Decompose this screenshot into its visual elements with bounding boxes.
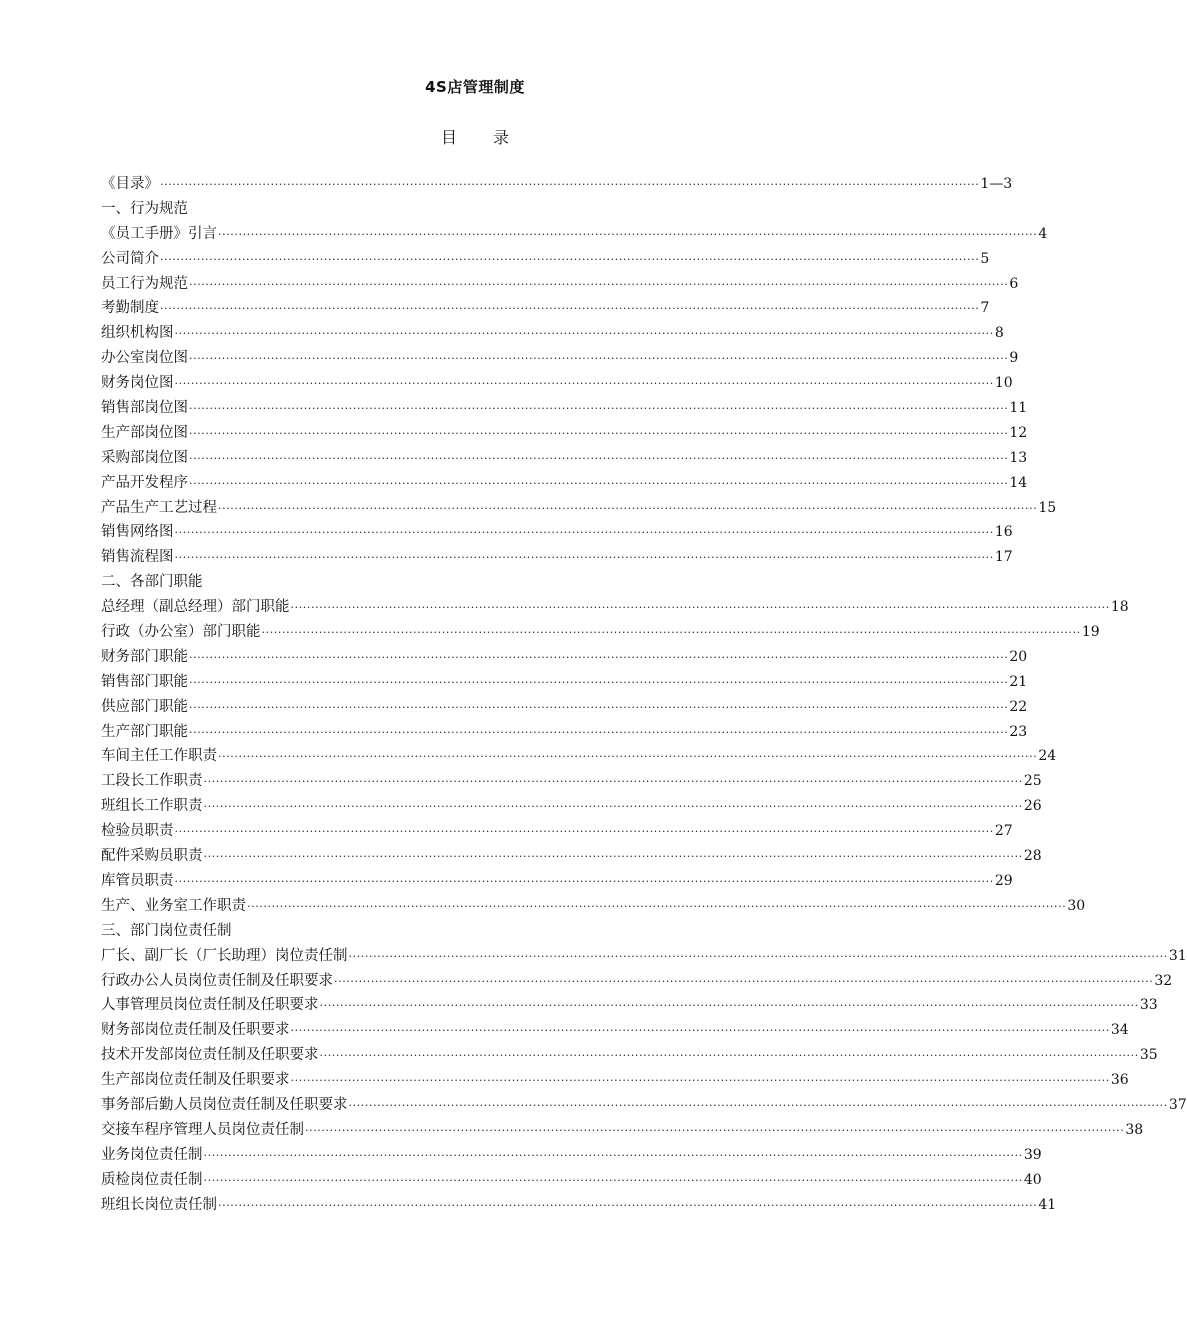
toc-page-number: 29 (994, 872, 1013, 889)
toc-entry[interactable] (101, 296, 990, 321)
toc-entry[interactable] (101, 222, 1048, 247)
toc-dot-leader: ········································································································································································································ (348, 949, 1168, 963)
toc-entry[interactable] (101, 272, 1019, 297)
toc-dot-leader: ········································································································································································································ (174, 825, 994, 839)
toc-page-number: 39 (1023, 1146, 1042, 1163)
toc-dot-leader: ········································································································································································································ (261, 626, 1081, 640)
toc-page-number: 21 (1009, 673, 1028, 690)
toc-entry-title: 库管员职责 (101, 872, 174, 889)
toc-entry-title: 财务部门职能 (101, 648, 188, 665)
toc-section-heading: 二、各部门职能 (101, 574, 203, 591)
toc-dot-leader: ········································································································································································································ (189, 451, 1009, 465)
toc-entry-title: 供应部门职能 (101, 698, 188, 715)
toc-entry-title: 班组长工作职责 (101, 798, 203, 815)
toc-entry-title: 配件采购员职责 (101, 848, 203, 865)
toc-page-number: 7 (980, 300, 990, 317)
toc-entry[interactable] (101, 346, 1019, 371)
toc-page-number: 24 (1038, 748, 1057, 765)
toc-page-number: 11 (1009, 400, 1028, 417)
toc-section-heading: 一、行为规范 (101, 200, 188, 217)
toc-entry[interactable] (101, 744, 1057, 769)
toc-entry[interactable] (101, 869, 1013, 894)
toc-page-number: 38 (1125, 1121, 1144, 1138)
toc-entry[interactable] (101, 595, 1129, 620)
toc-dot-leader: ········································································································································································································ (174, 526, 994, 540)
toc-page-number: 4 (1038, 225, 1048, 242)
toc-entry[interactable] (101, 794, 1042, 819)
toc-entry-title: 生产部岗位图 (101, 424, 188, 441)
toc-entry[interactable] (101, 496, 1057, 521)
toc-dot-leader: ········································································································································································································ (174, 327, 994, 341)
toc-entry-title: 员工行为规范 (101, 275, 188, 292)
toc-entry[interactable] (101, 471, 1028, 496)
toc-page-number: 12 (1009, 424, 1028, 441)
toc-entry-title: 产品开发程序 (101, 474, 188, 491)
toc-entry[interactable] (101, 620, 1100, 645)
table-of-contents (101, 172, 1187, 1217)
toc-page-number: 22 (1009, 698, 1028, 715)
toc-entry-title: 产品生产工艺过程 (101, 499, 217, 516)
toc-entry[interactable] (101, 1193, 1057, 1218)
toc-entry-title: 班组长岗位责任制 (101, 1196, 217, 1213)
toc-entry[interactable] (101, 695, 1028, 720)
toc-entry-title: 行政（办公室）部门职能 (101, 624, 261, 641)
toc-entry[interactable] (101, 371, 1013, 396)
toc-dot-leader: ········································································································································································································ (290, 1024, 1110, 1038)
toc-entry-title: 厂长、副厂长（厂长助理）岗位责任制 (101, 947, 348, 964)
toc-page-number: 20 (1009, 648, 1028, 665)
toc-entry[interactable] (101, 247, 990, 272)
toc-dot-leader: ········································································································································································································ (189, 476, 1009, 490)
toc-dot-leader: ········································································································································································································ (247, 899, 1067, 913)
toc-page-number: 41 (1038, 1196, 1057, 1213)
toc-entry-title: 公司简介 (101, 250, 159, 267)
toc-entry[interactable] (101, 1168, 1042, 1193)
toc-dot-leader: ········································································································································································································ (203, 850, 1023, 864)
toc-entry-title: 组织机构图 (101, 325, 174, 342)
toc-page-number: 17 (994, 549, 1013, 566)
toc-entry-title: 检验员职责 (101, 823, 174, 840)
toc-heading (0, 125, 950, 148)
toc-dot-leader: ········································································································································································································ (160, 302, 980, 316)
toc-page-number: 6 (1009, 275, 1019, 292)
toc-entry-title: 《目录》 (101, 176, 159, 192)
toc-entry[interactable] (101, 819, 1013, 844)
toc-entry-title: 车间主任工作职责 (101, 748, 217, 765)
toc-entry-title: 事务部后勤人员岗位责任制及任职要求 (101, 1096, 348, 1113)
toc-dot-leader: ········································································································································································································ (319, 1049, 1139, 1063)
toc-dot-leader: ········································································································································································································ (218, 227, 1038, 241)
toc-page-number: 15 (1038, 499, 1057, 516)
toc-dot-leader: ········································································································································································································ (334, 974, 1154, 988)
toc-dot-leader: ········································································································································································································ (218, 750, 1038, 764)
toc-entry[interactable] (101, 1018, 1129, 1043)
toc-dot-leader: ········································································································································································································ (189, 725, 1009, 739)
toc-dot-leader: ········································································································································································································ (319, 999, 1139, 1013)
toc-entry-title: 办公室岗位图 (101, 350, 188, 367)
toc-entry-title: 总经理（副总经理）部门职能 (101, 599, 290, 616)
toc-dot-leader: ········································································································································································································ (189, 650, 1009, 664)
toc-entry[interactable] (101, 520, 1013, 545)
toc-entry-title: 采购部岗位图 (101, 449, 188, 466)
toc-page-number: 33 (1139, 997, 1158, 1014)
toc-page-number: 31 (1168, 947, 1187, 964)
toc-entry[interactable] (101, 894, 1086, 919)
toc-entry[interactable] (101, 1118, 1144, 1143)
toc-dot-leader: ········································································································································································································ (189, 426, 1009, 440)
toc-entry-title: 质检岗位责任制 (101, 1171, 203, 1188)
toc-entry[interactable] (101, 844, 1042, 869)
toc-entry-title: 销售网络图 (101, 524, 174, 541)
toc-page-number: 35 (1139, 1047, 1158, 1064)
toc-entry-title: 生产部门职能 (101, 723, 188, 740)
toc-entry[interactable] (101, 769, 1042, 794)
toc-page-number: 16 (994, 524, 1013, 541)
toc-page-number: 9 (1009, 350, 1019, 367)
document-title: 4S店管理制度 (425, 78, 525, 96)
toc-entry[interactable] (101, 1068, 1129, 1093)
toc-page-number: 10 (994, 375, 1013, 392)
toc-page-number: 14 (1009, 474, 1028, 491)
toc-entry-title: 销售流程图 (101, 549, 174, 566)
toc-dot-leader: ········································································································································································································ (174, 377, 994, 391)
toc-section-heading: 三、部门岗位责任制 (101, 922, 232, 939)
toc-entry[interactable] (101, 670, 1028, 695)
toc-entry[interactable] (101, 1043, 1158, 1068)
toc-dot-leader: ········································································································································································································ (189, 675, 1009, 689)
toc-page-number: 26 (1023, 798, 1042, 815)
toc-entry[interactable] (101, 421, 1028, 446)
toc-page-number: 40 (1023, 1171, 1042, 1188)
toc-dot-leader: ········································································································································································································ (160, 252, 980, 266)
toc-page-number: 25 (1023, 773, 1042, 790)
toc-entry-title: 工段长工作职责 (101, 773, 203, 790)
toc-entry-title: 生产、业务室工作职责 (101, 897, 246, 914)
toc-page-number: 19 (1081, 624, 1100, 641)
toc-entry-title: 财务部岗位责任制及任职要求 (101, 1022, 290, 1039)
toc-page-number: 13 (1009, 449, 1028, 466)
toc-entry-title: 销售部岗位图 (101, 400, 188, 417)
toc-dot-leader: ········································································································································································································ (348, 1098, 1168, 1112)
toc-entry[interactable] (101, 321, 1004, 346)
toc-dot-leader: ········································································································································································································ (189, 402, 1009, 416)
toc-entry-title: 技术开发部岗位责任制及任职要求 (101, 1047, 319, 1064)
toc-heading-left: 目 (440, 128, 457, 147)
toc-entry[interactable] (101, 396, 1028, 421)
toc-page-number: 23 (1009, 723, 1028, 740)
toc-entry-title: 生产部岗位责任制及任职要求 (101, 1072, 290, 1089)
toc-entry[interactable] (101, 969, 1173, 994)
toc-entry[interactable] (101, 944, 1187, 969)
toc-dot-leader: ········································································································································································································ (189, 700, 1009, 714)
toc-entry[interactable] (101, 720, 1028, 745)
toc-entry-title: 人事管理员岗位责任制及任职要求 (101, 997, 319, 1014)
toc-dot-leader: ········································································································································································································ (305, 1123, 1125, 1137)
toc-dot-leader: ········································································································································································································ (203, 1173, 1023, 1187)
toc-page-number: 1—3 (980, 176, 1013, 192)
toc-page-number: 34 (1110, 1022, 1129, 1039)
toc-page-number: 18 (1110, 599, 1129, 616)
toc-dot-leader: ········································································································································································································ (218, 1198, 1038, 1212)
toc-dot-leader: ········································································································································································································ (174, 551, 994, 565)
toc-dot-leader: ········································································································································································································ (290, 601, 1110, 615)
toc-entry[interactable] (101, 1143, 1042, 1168)
toc-entry-title: 交接车程序管理人员岗位责任制 (101, 1121, 304, 1138)
toc-dot-leader: ········································································································································································································ (203, 1148, 1023, 1162)
toc-dot-leader: ········································································································································································································ (174, 874, 994, 888)
toc-page-number: 37 (1168, 1096, 1187, 1113)
toc-page-number: 32 (1154, 972, 1173, 989)
toc-dot-leader: ········································································································································································································ (160, 178, 980, 191)
toc-entry-title: 财务岗位图 (101, 375, 174, 392)
toc-page-number: 27 (994, 823, 1013, 840)
toc-page-number: 28 (1023, 848, 1042, 865)
toc-page-number: 8 (994, 325, 1004, 342)
toc-entry[interactable] (101, 1093, 1187, 1118)
toc-entry[interactable] (101, 645, 1028, 670)
toc-entry[interactable] (101, 172, 1013, 197)
toc-entry-title: 考勤制度 (101, 300, 159, 317)
toc-page-number: 5 (980, 250, 990, 267)
toc-page-number: 30 (1067, 897, 1086, 914)
toc-entry[interactable] (101, 446, 1028, 471)
toc-page-number: 36 (1110, 1072, 1129, 1089)
toc-entry-title: 业务岗位责任制 (101, 1146, 203, 1163)
toc-entry[interactable] (101, 545, 1013, 570)
toc-dot-leader: ········································································································································································································ (203, 775, 1023, 789)
toc-dot-leader: ········································································································································································································ (218, 501, 1038, 515)
toc-entry-title: 销售部门职能 (101, 673, 188, 690)
toc-dot-leader: ········································································································································································································ (290, 1074, 1110, 1088)
toc-dot-leader: ········································································································································································································ (203, 800, 1023, 814)
toc-dot-leader: ········································································································································································································ (189, 352, 1009, 366)
toc-entry-title: 行政办公人员岗位责任制及任职要求 (101, 972, 333, 989)
toc-dot-leader: ········································································································································································································ (189, 277, 1009, 291)
toc-entry[interactable] (101, 993, 1158, 1018)
toc-heading-right: 录 (493, 128, 510, 147)
toc-entry-title: 《员工手册》引言 (101, 225, 217, 242)
